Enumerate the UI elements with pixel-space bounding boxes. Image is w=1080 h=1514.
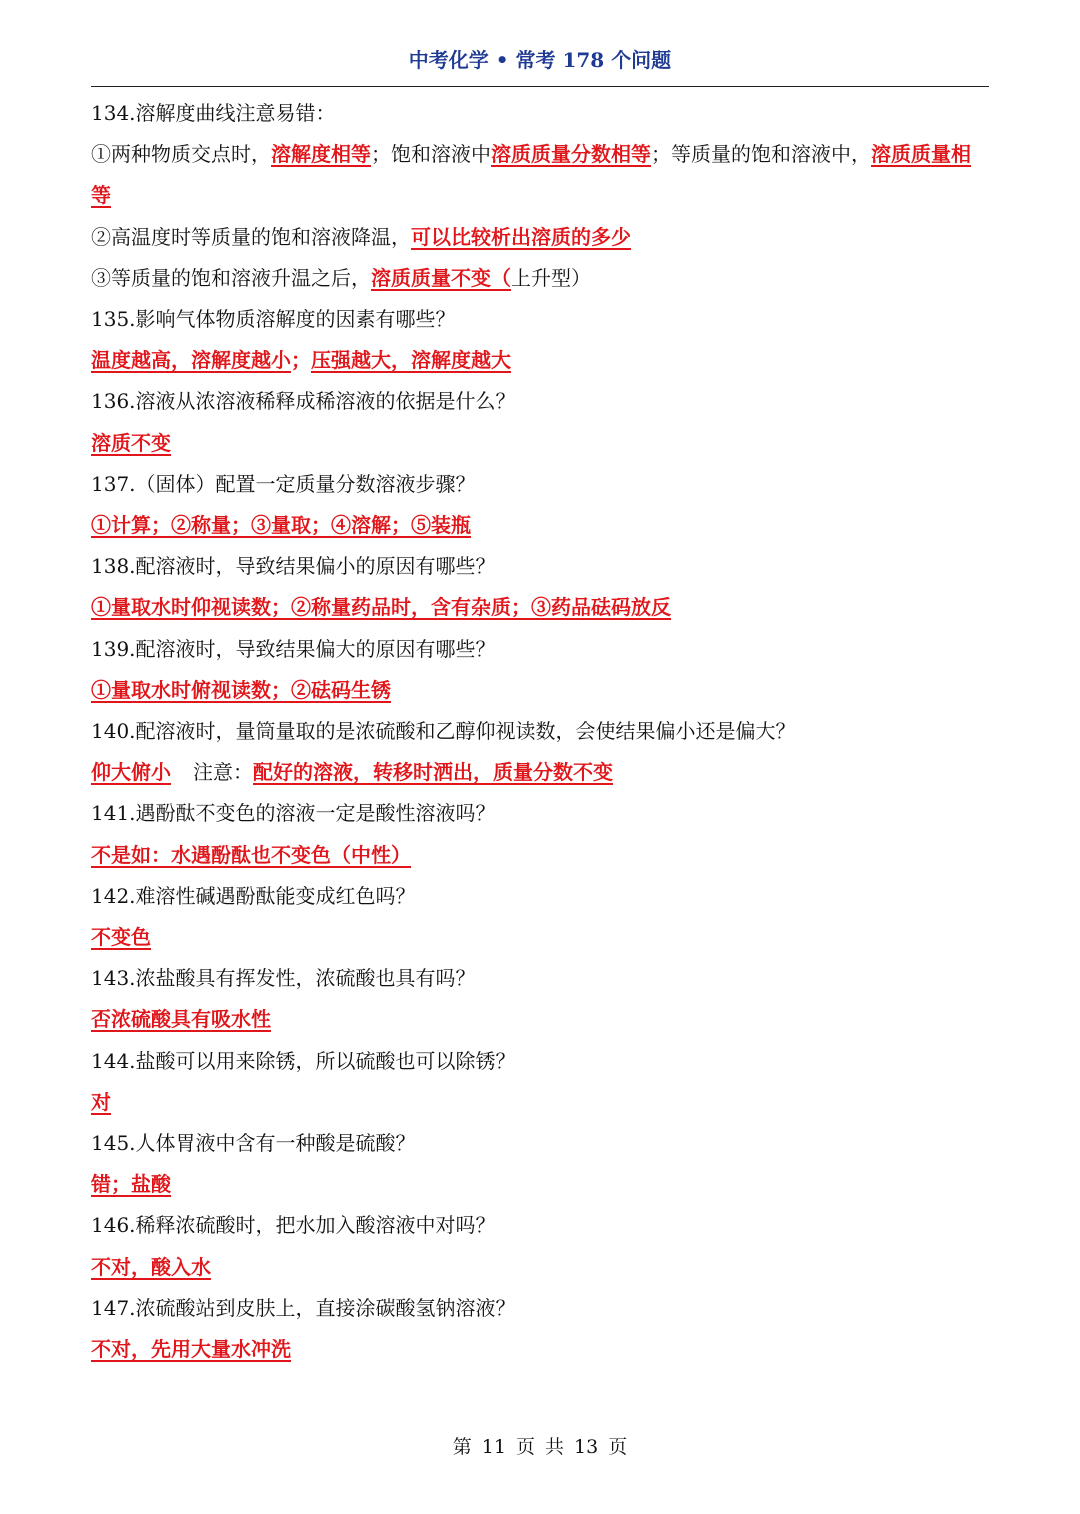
answer-147-text: 不对，先用大量水冲洗	[91, 1337, 291, 1362]
question-144: 144.盐酸可以用来除锈，所以硫酸也可以除锈？	[91, 1048, 516, 1073]
answer-134-1-highlight-a: 溶解度相等	[271, 142, 371, 167]
answer-134-line-1	[91, 134, 989, 216]
answer-142-text: 不变色	[91, 925, 151, 950]
question-142: 142.难溶性碱遇酚酞能变成红色吗？	[91, 883, 416, 908]
question-147: 147.浓硫酸站到皮肤上，直接涂碳酸氢钠溶液？	[91, 1295, 516, 1320]
question-137: 137.（固体）配置一定质量分数溶液步骤？	[91, 471, 476, 496]
answer-138	[91, 587, 989, 628]
answer-134-3-prefix: ③等质量的饱和溶液升温之后，	[91, 265, 371, 290]
answer-134-2-prefix: ②高温度时等质量的饱和溶液降温，	[91, 224, 411, 249]
answer-134-1-mid-b: ；等质量的饱和溶液中，	[651, 142, 871, 167]
question-135: 135.影响气体物质溶解度的因素有哪些？	[91, 307, 456, 332]
answer-143-text: 否浓硫酸具有吸水性	[91, 1007, 271, 1032]
answer-138-text: ①量取水时仰视读数；②称量药品时，含有杂质；③药品砝码放反	[91, 595, 671, 620]
answer-135-part-1: 温度越高，溶解度越小	[91, 348, 291, 373]
answer-139	[91, 670, 989, 711]
question-134: 134.溶解度曲线注意易错：	[91, 101, 336, 125]
answer-140-part-1: 仰大俯小	[91, 760, 171, 785]
answer-140	[91, 752, 989, 793]
answer-134-1-highlight-b: 溶质质量分数相等	[491, 142, 651, 167]
page-content	[91, 93, 989, 1370]
answer-144-text: 对	[91, 1089, 111, 1114]
answer-140-part-2: 配好的溶液，转移时洒出，质量分数不变	[253, 760, 613, 785]
question-143: 143.浓盐酸具有挥发性，浓硫酸也具有吗？	[91, 966, 476, 991]
answer-134-line-2	[91, 217, 989, 258]
answer-136-text: 溶质不变	[91, 430, 171, 455]
question-138: 138.配溶液时，导致结果偏小的原因有哪些？	[91, 554, 496, 579]
answer-134-3-suffix: 上升型）	[511, 265, 591, 290]
question-146: 146.稀释浓硫酸时，把水加入酸溶液中对吗？	[91, 1213, 496, 1238]
answer-141-text: 不是如：水遇酚酞也不变色（中性）	[91, 842, 411, 867]
answer-142	[91, 917, 989, 958]
answer-144	[91, 1082, 989, 1123]
question-141: 141.遇酚酞不变色的溶液一定是酸性溶液吗？	[91, 801, 496, 826]
answer-143	[91, 999, 989, 1040]
question-145: 145.人体胃液中含有一种酸是硫酸？	[91, 1131, 416, 1156]
answer-141	[91, 835, 989, 876]
answer-135-part-2: 压强越大，溶解度越大	[311, 348, 511, 373]
answer-135	[91, 340, 989, 381]
question-136: 136.溶液从浓溶液稀释成稀溶液的依据是什么？	[91, 389, 516, 414]
question-140: 140.配溶液时，量筒量取的是浓硫酸和乙醇仰视读数，会使结果偏小还是偏大？	[91, 719, 796, 744]
answer-136	[91, 423, 989, 464]
answer-146	[91, 1247, 989, 1288]
answer-145	[91, 1164, 989, 1205]
answer-135-separator: ；	[291, 348, 311, 373]
answer-134-line-3	[91, 258, 989, 299]
answer-137	[91, 505, 989, 546]
answer-134-2-highlight: 可以比较析出溶质的多少	[411, 224, 631, 249]
answer-145-text: 错；盐酸	[91, 1172, 171, 1197]
answer-147	[91, 1329, 989, 1370]
answer-134-1-highlight-c: 溶质质量相等	[91, 142, 971, 208]
answer-134-1-mid-a: ；饱和溶液中	[371, 142, 491, 167]
answer-134-3-highlight: 溶质质量不变（	[371, 265, 511, 290]
question-139: 139.配溶液时，导致结果偏大的原因有哪些？	[91, 636, 496, 661]
answer-134-1-prefix: ①两种物质交点时，	[91, 142, 271, 167]
answer-140-note-label: 注意：	[193, 760, 253, 785]
answer-137-text: ①计算；②称量；③量取；④溶解；⑤装瓶	[91, 513, 471, 538]
answer-139-text: ①量取水时俯视读数；②砝码生锈	[91, 677, 391, 702]
answer-146-text: 不对，酸入水	[91, 1254, 211, 1279]
page-number: 第 11 页 共 13 页	[452, 1436, 628, 1458]
header-divider	[91, 86, 989, 87]
page-header-title: 中考化学 • 常考 178 个问题	[408, 48, 672, 72]
